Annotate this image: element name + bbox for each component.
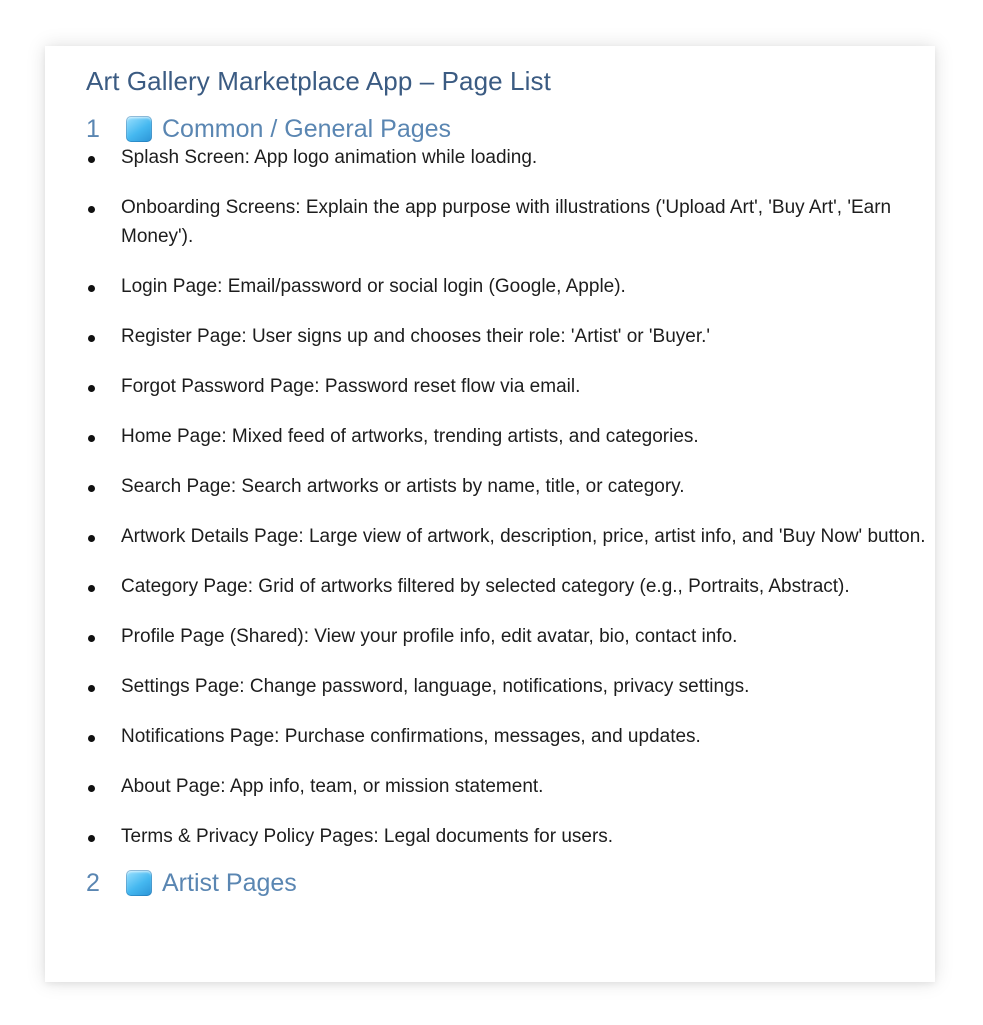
- bullet-icon: [88, 385, 95, 392]
- list-item: [86, 273, 928, 302]
- list-item-text: Forgot Password Page: Password reset flow via email.: [121, 375, 581, 397]
- list-item: [86, 194, 928, 251]
- list-item: [86, 823, 928, 852]
- bullet-icon: [88, 435, 95, 442]
- list-item-text: Onboarding Screens: Explain the app purpose with illustrations ('Upload Art', 'Buy Art', 'Earn Money').: [121, 197, 892, 247]
- list-item-text: Terms & Privacy Policy Pages: Legal documents for users.: [121, 825, 614, 847]
- section-number: 2: [86, 868, 100, 897]
- bullet-icon: [88, 635, 95, 642]
- list-item: [86, 323, 928, 352]
- list-item: [86, 473, 928, 502]
- list-item: [86, 523, 928, 552]
- list-item-text: Splash Screen: App logo animation while loading.: [121, 147, 538, 168]
- list-item: [86, 773, 928, 802]
- list-item-text: Home Page: Mixed feed of artworks, trending artists, and categories.: [121, 425, 699, 447]
- list-item-text: Register Page: User signs up and chooses their role: 'Artist' or 'Buyer.': [121, 325, 711, 347]
- bullet-icon: [88, 835, 95, 842]
- document-content: [86, 64, 928, 903]
- list-item: [86, 144, 928, 173]
- list-item-text: Login Page: Email/password or social login (Google, Apple).: [121, 275, 626, 297]
- bullet-icon: [88, 156, 95, 163]
- list-item: [86, 373, 928, 402]
- list-item: [86, 723, 928, 752]
- blue-square-icon: [126, 870, 152, 896]
- section-heading-text: Common / General Pages: [162, 114, 452, 143]
- bullet-icon: [88, 535, 95, 542]
- list-item-text: About Page: App info, team, or mission statement.: [121, 775, 544, 797]
- bullet-icon: [88, 585, 95, 592]
- section-heading-artist: [86, 863, 928, 903]
- bullet-icon: [88, 735, 95, 742]
- blue-square-icon: [126, 116, 152, 142]
- list-item: [86, 623, 928, 652]
- list-item: [86, 673, 928, 702]
- document-page: [45, 46, 935, 982]
- list-item-text: Profile Page (Shared): View your profile info, edit avatar, bio, contact info.: [121, 625, 738, 647]
- section-number: 1: [86, 114, 100, 143]
- bullet-icon: [88, 785, 95, 792]
- common-pages-list: [86, 144, 928, 851]
- list-item-text: Settings Page: Change password, language, notifications, privacy settings.: [121, 675, 750, 697]
- bullet-icon: [88, 285, 95, 292]
- list-item-text: Artwork Details Page: Large view of artwork, description, price, artist info, and 'Buy Now' button.: [121, 525, 926, 547]
- list-item: [86, 573, 928, 602]
- bullet-icon: [88, 206, 95, 213]
- list-item-text: Notifications Page: Purchase confirmations, messages, and updates.: [121, 725, 701, 747]
- list-item-text: Category Page: Grid of artworks filtered by selected category (e.g., Portraits, Abstract).: [121, 575, 850, 597]
- section-heading-common: [86, 109, 928, 149]
- bullet-icon: [88, 685, 95, 692]
- bullet-icon: [88, 485, 95, 492]
- section-heading-text: Artist Pages: [162, 868, 297, 897]
- list-item-text: Search Page: Search artworks or artists by name, title, or category.: [121, 475, 685, 497]
- page-title: Art Gallery Marketplace App – Page List: [86, 66, 551, 96]
- bullet-icon: [88, 335, 95, 342]
- list-item: [86, 423, 928, 452]
